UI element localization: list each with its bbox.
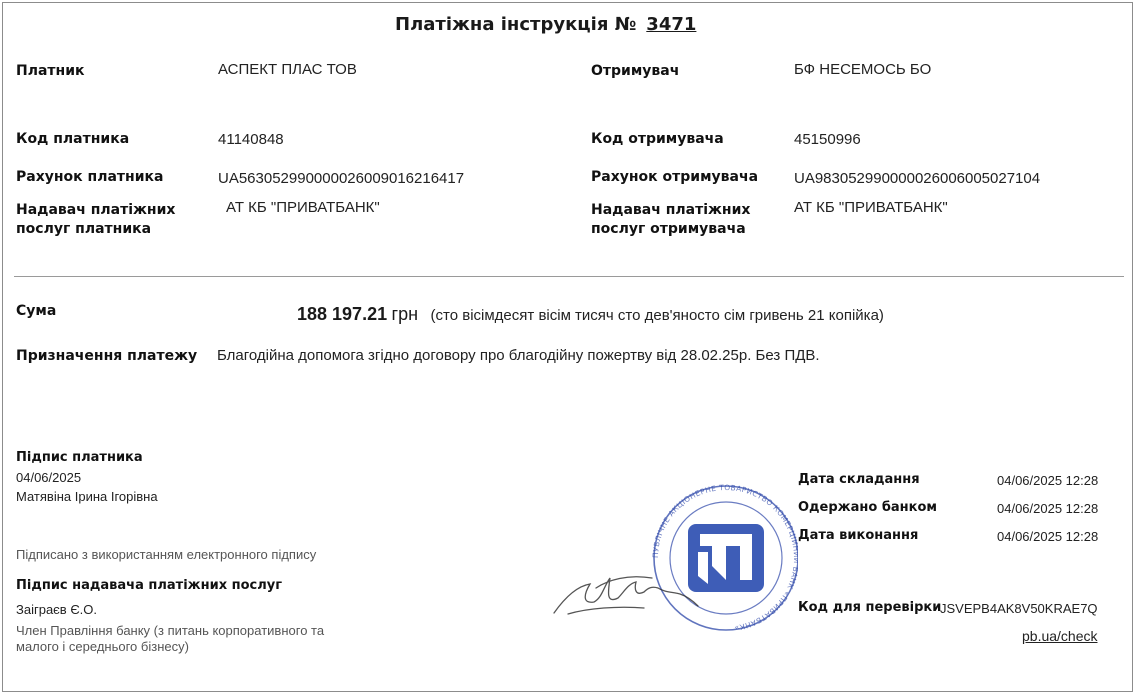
document-title: Платіжна інструкція № 3471 [395,14,697,35]
executed-date-label: Дата виконання [798,528,919,543]
section-divider [14,276,1124,277]
verification-code-label: Код для перевірки [798,600,942,615]
sum-label: Сума [16,303,57,319]
payer-name: АСПЕКТ ПЛАС ТОВ [218,61,357,78]
payer-signature-label: Підпис платника [16,450,143,465]
payer-code: 41140848 [218,131,284,148]
sum-row [297,304,884,325]
recipient-account-label: Рахунок отримувача [591,169,759,185]
verification-link[interactable]: pb.ua/check [1022,628,1098,644]
recipient-label: Отримувач [591,63,680,79]
payer-label: Платник [16,63,85,79]
verification-code: JSVEPB4AK8V50KRAE7Q [940,601,1098,616]
payer-account: UA563052990000026009016216417 [218,170,465,187]
created-date: 04/06/2025 12:28 [997,473,1099,488]
received-date: 04/06/2025 12:28 [997,501,1099,516]
recipient-name: БФ НЕСЕМОСЬ БО [794,61,932,78]
handwritten-signature [554,577,698,614]
bank-seal-graphic [548,468,798,638]
bank-logo-icon [688,524,764,592]
document-number: 3471 [646,14,697,35]
provider-signatory-position: Член Правління банку (з питань корпоративного та малого і середнього бізнесу) [16,623,325,654]
recipient-code-label: Код отримувача [591,131,724,147]
payer-code-label: Код платника [16,131,130,147]
payer-signature-name: Матявіна Ірина Ігорівна [16,489,158,504]
received-date-label: Одержано банком [798,500,938,515]
bank-stamp [548,468,798,638]
payer-bank-label: Надавач платіжних послуг платника [16,202,176,237]
payer-signature-date: 04/06/2025 [16,470,82,485]
provider-signature-label: Підпис надавача платіжних послуг [16,578,283,593]
payer-account-label: Рахунок платника [16,169,164,185]
sum-amount: 188 197.21 [297,304,388,324]
recipient-bank-label: Надавач платіжних послуг отримувача [591,202,751,237]
recipient-code: 45150996 [794,131,861,148]
recipient-account: UA983052990000026006005027104 [794,170,1041,187]
seal-text: ПУБЛІЧНЕ АКЦІОНЕРНЕ ТОВАРИСТВО КОМЕРЦІ НК «ПРИВАТБАНК» [650,482,798,633]
created-date-label: Дата складання [798,472,920,487]
payer-bank: АТ КБ "ПРИВАТБАНК" [226,199,380,216]
executed-date: 04/06/2025 12:28 [997,529,1099,544]
purpose-label: Призначення платежу [16,348,198,364]
provider-signatory-name: Заіграєв Є.О. [16,602,98,617]
sum-currency: грн [391,304,419,324]
electronic-signature-note: Підписано з використанням електронного підпису [16,547,317,562]
recipient-bank: АТ КБ "ПРИВАТБАНК" [794,199,948,216]
purpose-text: Благодійна допомога згідно договору про благодійну пожертву від 28.02.25р. Без ПДВ. [217,347,820,364]
sum-in-words: (сто вісімдесят вісім тисяч сто дев'яносто сім гривень 21 копійка) [430,307,884,324]
